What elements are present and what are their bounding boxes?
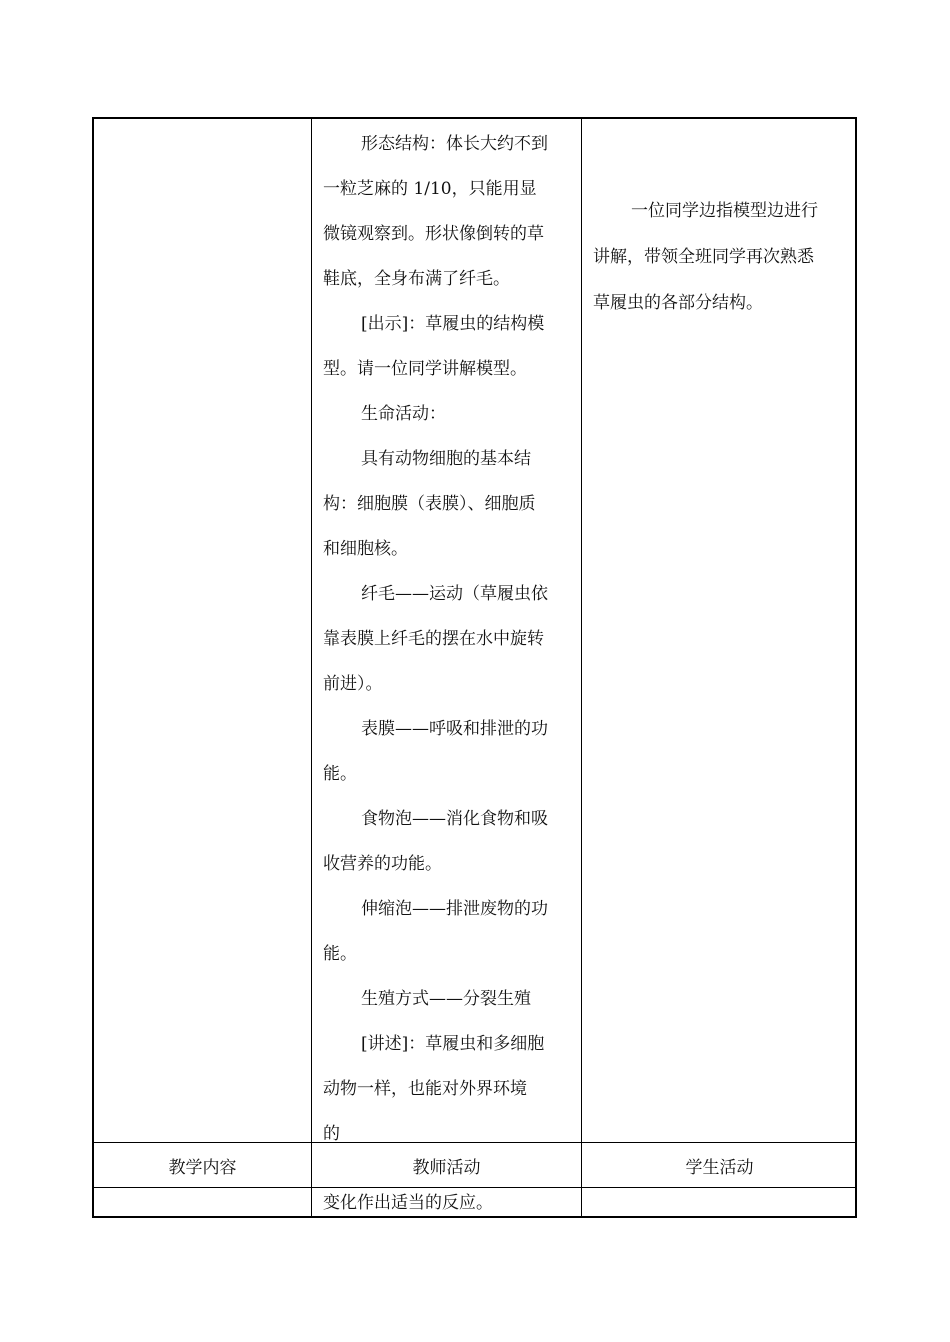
- teacher-line: 收营养的功能。: [323, 854, 442, 874]
- header-teacher-activity: [312, 1143, 581, 1187]
- teacher-line: [出示]：草履虫的结构模: [361, 314, 545, 334]
- header-label: 教师活动: [412, 1157, 481, 1178]
- teacher-line: 动物一样，也能对外界环境: [323, 1079, 527, 1099]
- teacher-line: 具有动物细胞的基本结: [361, 449, 531, 469]
- teacher-line: 生命活动：: [361, 404, 446, 424]
- header-label: 教学内容: [168, 1157, 237, 1178]
- teacher-line: 能。: [323, 764, 357, 784]
- lesson-table: [92, 117, 857, 1218]
- teacher-line: 生殖方式——分裂生殖: [361, 989, 531, 1009]
- teacher-line: 一粒芝麻的 1/10，只能用显: [323, 179, 537, 199]
- teacher-line: 能。: [323, 944, 357, 964]
- column-divider-2: [581, 119, 582, 1218]
- column-divider-1: [311, 119, 312, 1218]
- teacher-line: 构：细胞膜（表膜）、细胞质: [323, 494, 536, 514]
- teacher-line: 表膜——呼吸和排泄的功: [361, 719, 548, 739]
- student-line: 一位同学边指模型边进行: [631, 201, 818, 221]
- teacher-line: 伸缩泡——排泄废物的功: [361, 899, 548, 919]
- student-line: 草履虫的各部分结构。: [593, 293, 763, 313]
- teacher-line: 纤毛——运动（草履虫依: [361, 584, 548, 604]
- student-activity-cell: [593, 188, 851, 326]
- teacher-line: 和细胞核。: [323, 539, 408, 559]
- header-teaching-content: [94, 1143, 311, 1187]
- last-row-teacher-cell: [323, 1188, 575, 1218]
- teacher-line: 的: [323, 1124, 340, 1144]
- last-row-teacher-text: 变化作出适当的反应。: [323, 1193, 493, 1213]
- header-label: 学生活动: [685, 1157, 754, 1178]
- teacher-line: 靠表膜上纤毛的摆在水中旋转: [323, 629, 544, 649]
- teacher-line: 微镜观察到。形状像倒转的草: [323, 224, 544, 244]
- teacher-activity-cell: [323, 122, 575, 1157]
- teacher-line: 食物泡——消化食物和吸: [361, 809, 548, 829]
- teacher-line: 形态结构：体长大约不到: [361, 134, 548, 154]
- teacher-line: 前进）。: [323, 674, 383, 694]
- teacher-line: 鞋底，全身布满了纤毛。: [323, 269, 510, 289]
- student-line: 讲解，带领全班同学再次熟悉: [593, 247, 814, 267]
- header-student-activity: [582, 1143, 857, 1187]
- teacher-line: [讲述]：草履虫和多细胞: [361, 1034, 545, 1054]
- teacher-line: 型。请一位同学讲解模型。: [323, 359, 527, 379]
